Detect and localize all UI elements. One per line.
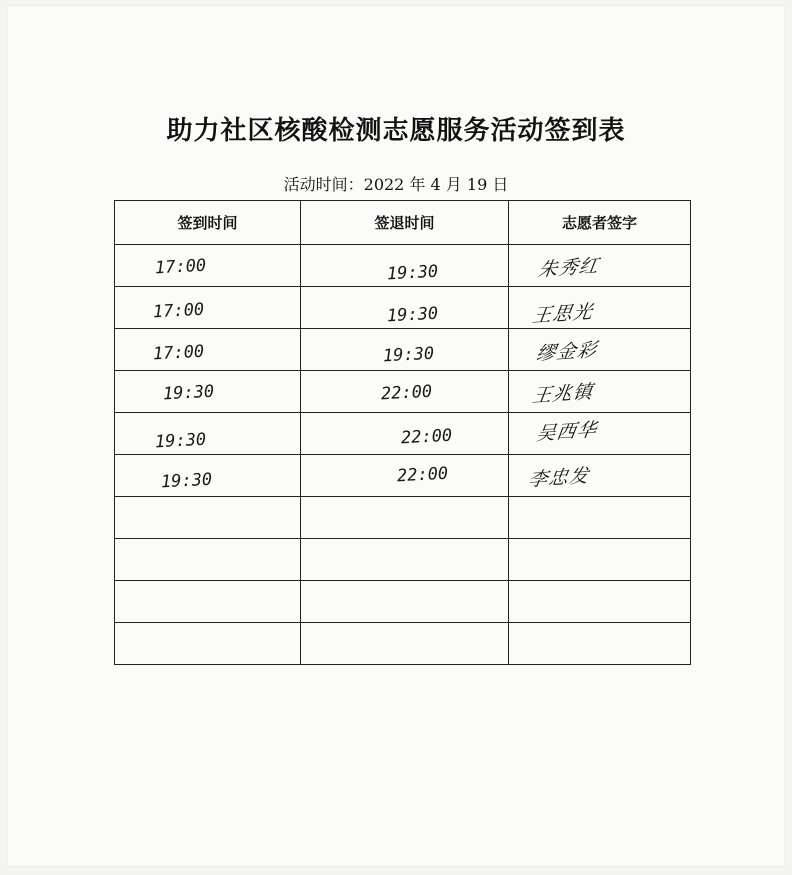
sign-in-table <box>114 200 691 665</box>
table-row <box>115 245 691 287</box>
table-row <box>115 581 691 623</box>
sign-in-time: 19:30 <box>154 429 207 453</box>
sign-out-cell <box>301 371 509 413</box>
sign-in-time: 17:00 <box>152 341 205 365</box>
volunteer-signature: 李忠发 <box>526 464 591 492</box>
document-page <box>8 6 784 866</box>
sign-in-cell <box>115 329 301 371</box>
sign-in-cell <box>115 245 301 287</box>
volunteer-signature: 缪金彩 <box>534 338 599 366</box>
table-header-row <box>115 201 691 245</box>
sign-in-cell <box>115 497 301 539</box>
sign-in-cell <box>115 455 301 497</box>
sign-in-cell <box>115 371 301 413</box>
signature-cell <box>509 497 691 539</box>
sign-out-cell <box>301 623 509 665</box>
sign-in-cell <box>115 413 301 455</box>
signature-cell <box>509 581 691 623</box>
signature-cell <box>509 329 691 371</box>
sign-out-time: 19:30 <box>386 261 439 285</box>
sign-out-cell <box>301 413 509 455</box>
sign-in-cell <box>115 581 301 623</box>
signature-cell <box>509 623 691 665</box>
sign-out-cell <box>301 455 509 497</box>
volunteer-signature: 王思光 <box>530 300 595 328</box>
signature-cell <box>509 539 691 581</box>
table-row <box>115 539 691 581</box>
table-row <box>115 497 691 539</box>
page-title: 助力社区核酸检测志愿服务活动签到表 <box>166 116 626 146</box>
sign-out-cell <box>301 287 509 329</box>
header-sign-out-time: 签退时间 <box>301 201 509 245</box>
sign-in-time: 17:00 <box>154 255 207 279</box>
table-row <box>115 371 691 413</box>
sign-out-time: 22:00 <box>396 463 449 487</box>
sign-in-cell <box>115 623 301 665</box>
header-sign-in-time: 签到时间 <box>115 201 301 245</box>
sign-in-time: 19:30 <box>162 381 215 405</box>
sign-out-time: 22:00 <box>400 425 453 449</box>
signature-cell <box>509 413 691 455</box>
sign-out-cell <box>301 581 509 623</box>
sign-out-time: 22:00 <box>380 381 433 405</box>
signature-cell <box>509 455 691 497</box>
sign-in-cell <box>115 539 301 581</box>
sign-in-time: 19:30 <box>160 469 213 493</box>
sign-in-time: 17:00 <box>152 299 205 323</box>
sign-out-cell <box>301 329 509 371</box>
sign-out-time: 19:30 <box>382 343 435 367</box>
sign-out-time: 19:30 <box>386 303 439 327</box>
signature-cell <box>509 287 691 329</box>
volunteer-signature: 吴西华 <box>534 418 599 446</box>
activity-date: 活动时间：2022 年 4 月 19 日 <box>283 175 509 194</box>
volunteer-signature: 朱秀红 <box>536 254 601 282</box>
signature-cell <box>509 245 691 287</box>
volunteer-signature: 王兆镇 <box>530 380 595 408</box>
sign-out-cell <box>301 497 509 539</box>
sign-out-cell <box>301 539 509 581</box>
sign-out-cell <box>301 245 509 287</box>
table-row <box>115 329 691 371</box>
sign-in-cell <box>115 287 301 329</box>
signature-cell <box>509 371 691 413</box>
table-row <box>115 455 691 497</box>
header-volunteer-signature: 志愿者签字 <box>509 201 691 245</box>
table-row <box>115 287 691 329</box>
table-row <box>115 623 691 665</box>
table-row <box>115 413 691 455</box>
